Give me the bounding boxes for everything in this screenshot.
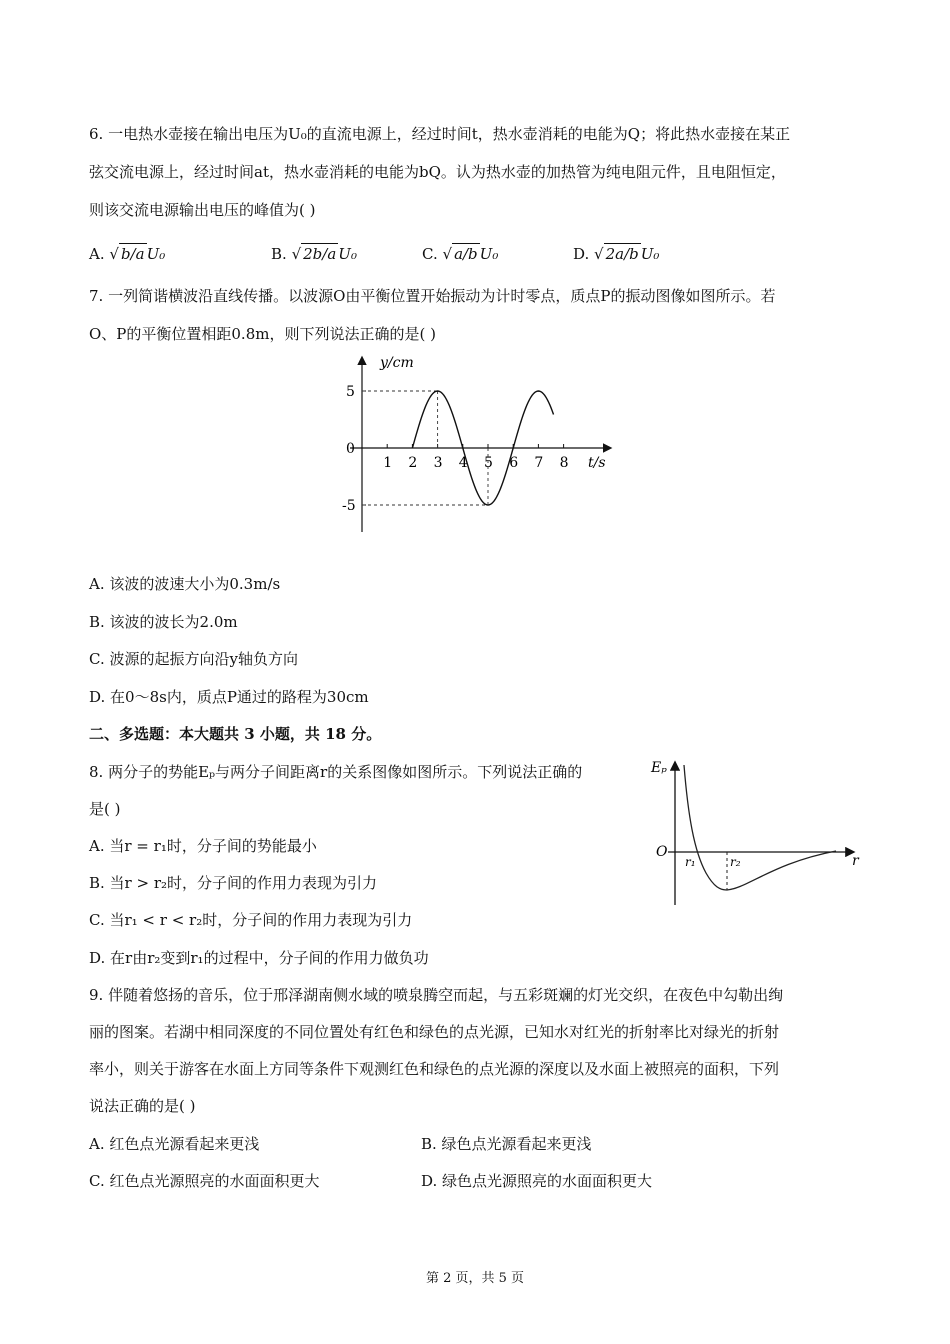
option-radicand: a/b (454, 245, 478, 263)
option-label: A. (89, 245, 105, 263)
r2-label: r₂ (730, 855, 741, 869)
q9-option-b[interactable]: B. 绿色点光源看起来更浅 (421, 1135, 592, 1153)
option-label: D. (573, 245, 590, 263)
q6-line2: 弦交流电源上，经过时间at，热水壶消耗的电能为bQ。认为热水壶的加热管为纯电阻元件，且电阻恒定， (89, 163, 786, 181)
ep-axis-label: Eₚ (651, 760, 667, 776)
radical-icon: √ (291, 245, 302, 263)
option-radicand: 2a/b (605, 245, 639, 263)
x-tick-label: 1 (383, 455, 393, 471)
q8-option-c[interactable]: C. 当r₁ < r < r₂时，分子间的作用力表现为引力 (89, 911, 413, 929)
r1-label: r₁ (685, 855, 696, 869)
x-tick-label: 5 (484, 455, 493, 471)
y-tick-label: 5 (346, 384, 355, 400)
q7-option-b[interactable]: B. 该波的波长为2.0m (89, 613, 238, 631)
origin-label: O (656, 844, 668, 860)
vibration-chart (330, 350, 620, 540)
radical-icon: √ (109, 245, 119, 263)
q9-option-c[interactable]: C. 红色点光源照亮的水面面积更大 (89, 1172, 320, 1190)
q6-option-b[interactable] (271, 243, 357, 264)
q9-option-a[interactable]: A. 红色点光源看起来更浅 (89, 1135, 260, 1153)
q7-option-a[interactable]: A. 该波的波速大小为0.3m/s (89, 575, 281, 593)
radical-icon: √ (442, 245, 453, 263)
q9-line2: 丽的图案。若湖中相同深度的不同位置处有红色和绿色的点光源，已知水对红光的折射率比对绿光的折射 (89, 1023, 780, 1041)
y-tick-label: 0 (346, 441, 355, 457)
page-footer: 第 2 页，共 5 页 (425, 1271, 525, 1286)
option-label: B. (271, 245, 287, 263)
x-tick-label: 3 (433, 455, 443, 471)
q9-line4: 说法正确的是( ) (89, 1097, 196, 1115)
q6-line1: 6. 一电热水壶接在输出电压为U₀的直流电源上，经过时间t，热水壶消耗的电能为Q；将此热水壶接在某正 (89, 125, 791, 143)
y-tick-label: -5 (342, 498, 356, 514)
x-tick-label: 4 (458, 455, 468, 471)
option-radicand: b/a (120, 245, 145, 263)
x-tick-label: 8 (559, 455, 569, 471)
q8-option-b[interactable]: B. 当r > r₂时，分子间的作用力表现为引力 (89, 874, 378, 892)
section-header: 二、多选题：本大题共 3 小题，共 18 分。 (89, 725, 382, 743)
q7-line2: O、P的平衡位置相距0.8m，则下列说法正确的是( ) (89, 325, 436, 343)
y-axis-label: y/cm (380, 355, 414, 371)
q8-line1: 8. 两分子的势能Eₚ与两分子间距离r的关系图像如图所示。下列说法正确的 (89, 763, 583, 781)
q7-option-c[interactable]: C. 波源的起振方向沿y轴负方向 (89, 650, 298, 668)
q7-line1: 7. 一列简谐横波沿直线传播。以波源O由平衡位置开始振动为计时零点，质点P的振动图像如图所示。若 (89, 287, 776, 305)
q8-line2: 是( ) (89, 800, 121, 818)
x-axis-label: t/s (588, 455, 606, 471)
option-tail: U₀ (146, 245, 166, 263)
x-tick-label: 6 (509, 455, 519, 471)
potential-energy-graph (648, 755, 868, 915)
q6-option-c[interactable] (422, 243, 498, 264)
q9-line1: 9. 伴随着悠扬的音乐，位于邢泽湖南侧水域的喷泉腾空而起，与五彩斑斓的灯光交织，在夜色中勾勒出绚 (89, 986, 784, 1004)
q6-option-d[interactable] (573, 243, 659, 264)
option-label: C. (422, 245, 438, 263)
q7-option-d[interactable]: D. 在0～8s内，质点P通过的路程为30cm (89, 688, 369, 706)
ep-curve (684, 765, 836, 890)
x-tick-label: 7 (534, 455, 544, 471)
option-tail: U₀ (479, 245, 499, 263)
q8-option-d[interactable]: D. 在r由r₂变到r₁的过程中，分子间的作用力做负功 (89, 949, 429, 967)
q9-option-d[interactable]: D. 绿色点光源照亮的水面面积更大 (421, 1172, 653, 1190)
q6-option-a[interactable] (89, 243, 165, 264)
x-tick-label: 2 (408, 455, 418, 471)
option-tail: U₀ (640, 245, 660, 263)
q9-line3: 率小，则关于游客在水面上方同等条件下观测红色和绿色的点光源的深度以及水面上被照亮的面积，下列 (89, 1060, 780, 1078)
option-radicand: 2b/a (303, 245, 337, 263)
q8-option-a[interactable]: A. 当r = r₁时，分子间的势能最小 (89, 837, 317, 855)
radical-icon: √ (594, 245, 604, 263)
q6-line3: 则该交流电源输出电压的峰值为( ) (89, 201, 316, 219)
r-axis-label: r (852, 853, 859, 869)
option-tail: U₀ (338, 245, 357, 263)
